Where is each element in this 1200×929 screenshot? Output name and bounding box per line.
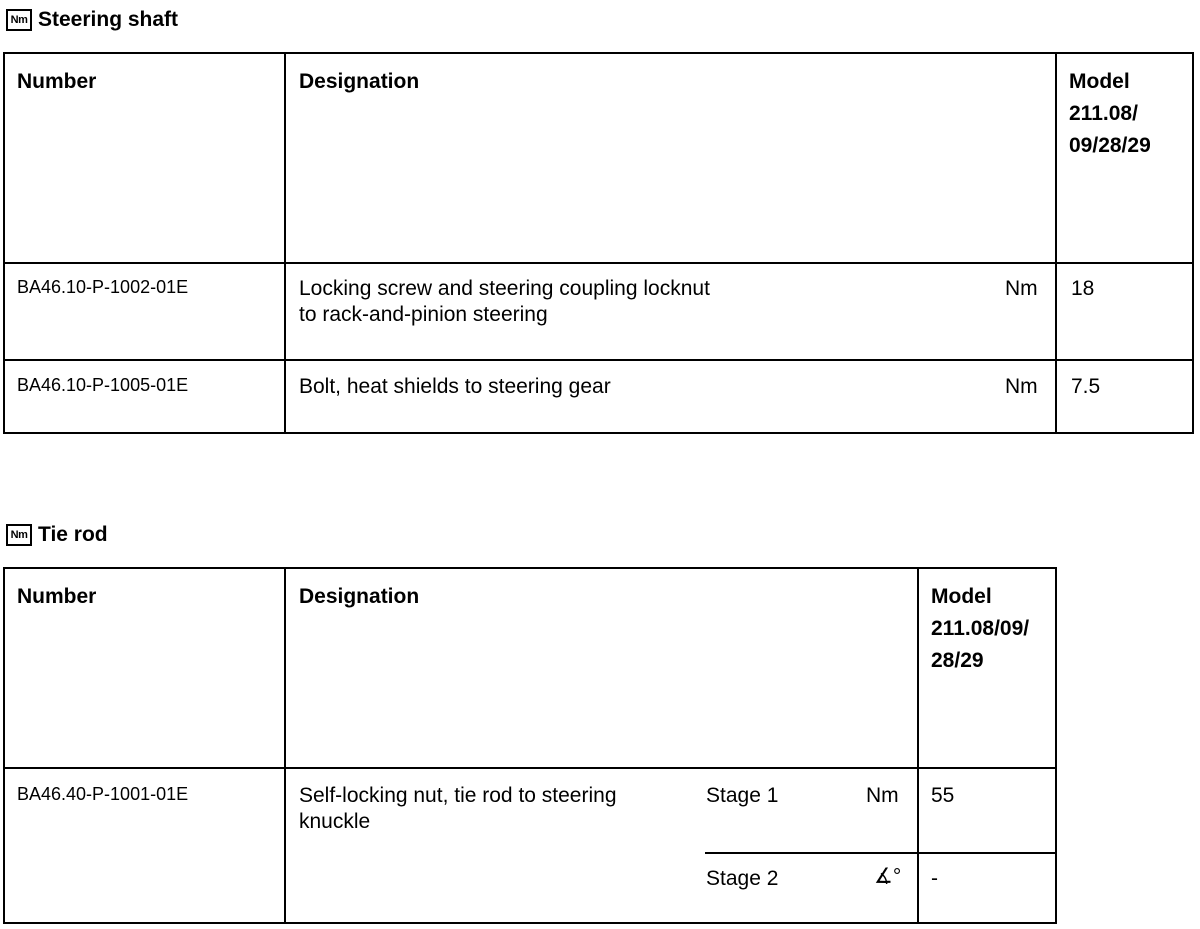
steering-shaft-table xyxy=(3,52,1194,434)
tie-rod-title: Tie rod xyxy=(38,523,108,546)
angle-icon: ∡° xyxy=(874,865,902,888)
torque-nm-icon: Nm xyxy=(6,9,32,31)
stage-label: Stage 2 xyxy=(706,867,779,890)
steering-shaft-heading xyxy=(6,8,178,32)
row-value: 7.5 xyxy=(1071,375,1101,398)
torque-nm-icon: Nm xyxy=(6,524,32,546)
header-designation: Designation xyxy=(299,70,420,93)
header-number: Number xyxy=(17,585,97,608)
stage-unit: Nm xyxy=(866,784,899,807)
row-number: BA46.40-P-1001-01E xyxy=(17,784,189,804)
row-designation: Locking screw and steering coupling locknut to rack-and-pinion steering xyxy=(299,277,710,326)
header-model: Model 211.08/ 09/28/29 xyxy=(1069,70,1151,157)
row-designation: Self-locking nut, tie rod to steering knuckle xyxy=(299,784,617,833)
row-number: BA46.10-P-1005-01E xyxy=(17,375,189,395)
row-value: 18 xyxy=(1071,277,1095,300)
row-unit: Nm xyxy=(1005,375,1038,398)
row-designation: Bolt, heat shields to steering gear xyxy=(299,375,611,398)
header-number: Number xyxy=(17,70,97,93)
row-number: BA46.10-P-1002-01E xyxy=(17,277,189,297)
row-unit: Nm xyxy=(1005,277,1038,300)
tie-rod-heading xyxy=(6,523,108,547)
steering-shaft-title: Steering shaft xyxy=(38,8,179,31)
header-model: Model 211.08/09/ 28/29 xyxy=(931,585,1030,672)
stage-value: 55 xyxy=(931,784,955,807)
stage-value: - xyxy=(931,867,938,890)
stage-label: Stage 1 xyxy=(706,784,779,807)
header-designation: Designation xyxy=(299,585,420,608)
tie-rod-table xyxy=(3,567,1057,924)
